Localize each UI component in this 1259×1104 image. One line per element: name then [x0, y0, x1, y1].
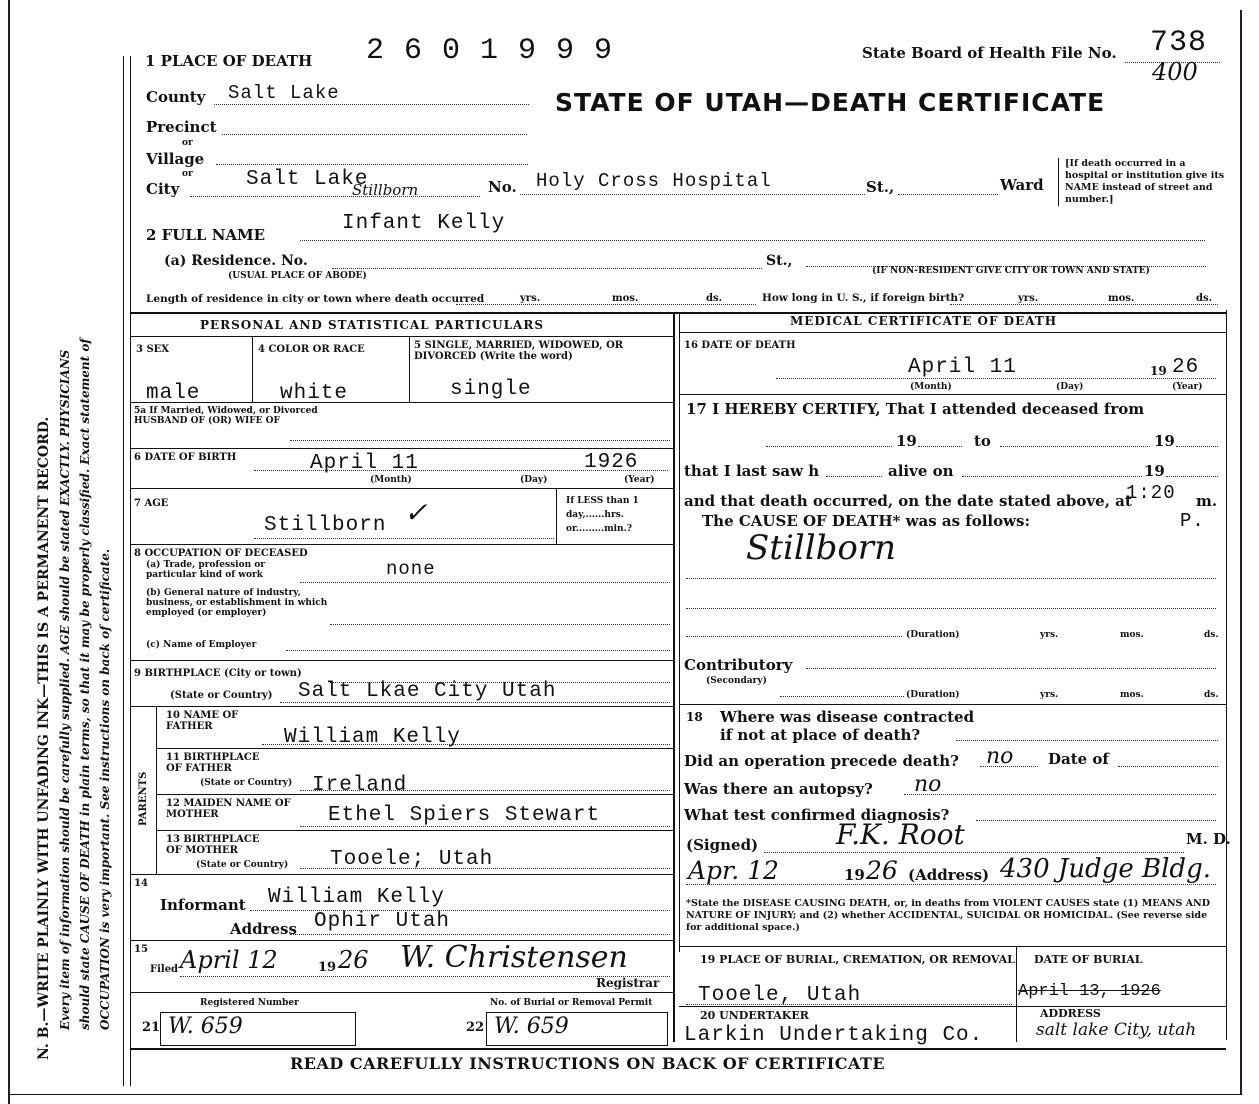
date-of-death-value: April 11	[908, 356, 1017, 379]
side-note-2: Every item of information should be carefully supplied. AGE should be stated EXACTLY. PHYSICIANS	[58, 349, 72, 1030]
spouse-label: 5a If Married, Widowed, or Divorced HUSBAND OF (OR) WIFE OF	[134, 406, 318, 426]
how-long-label: How long in U. S., if foreign birth?	[762, 292, 965, 304]
md-label: M. D.	[1186, 830, 1231, 848]
undertaker-label: 20 UNDERTAKER	[700, 1009, 809, 1022]
duration-1-ds: ds.	[1204, 630, 1219, 640]
county-label: County	[146, 88, 206, 106]
sign-address-label: (Address)	[908, 866, 990, 884]
sex-label: 3 SEX	[136, 344, 170, 355]
birthplace-value: Salt Lkae City Utah	[298, 680, 557, 703]
test-label: What test confirmed diagnosis?	[684, 806, 950, 824]
age-label: 7 AGE	[134, 498, 169, 509]
secondary-caption: (Secondary)	[706, 676, 767, 686]
length-yrs: yrs.	[520, 293, 541, 304]
dob-year: 1926	[584, 451, 639, 474]
county-value: Salt Lake	[228, 82, 340, 104]
burial-date-label: DATE OF BURIAL	[1034, 953, 1143, 966]
autopsy-value: no	[914, 772, 942, 797]
side-note-3: should state CAUSE OF DEATH in plain terms, so that it may be properly classified. Exact statement of	[78, 338, 92, 1030]
informant-label: Informant	[160, 896, 246, 914]
marital-label: 5 SINGLE, MARRIED, WIDOWED, OR DIVORCED (Write the word)	[414, 340, 624, 362]
frame-right	[1226, 310, 1227, 1040]
filed-year: 26	[338, 946, 369, 974]
full-name-label: 2 FULL NAME	[146, 226, 266, 244]
duration-1-yrs: yrs.	[1040, 630, 1059, 640]
duration-2-mos: mos.	[1120, 690, 1144, 700]
registrar-signature: W. Christensen	[400, 940, 628, 975]
duration-1-mos: mos.	[1120, 630, 1144, 640]
dob-label: 6 DATE OF BIRTH	[134, 452, 237, 463]
item-14: 14	[134, 878, 148, 889]
item-15: 15	[134, 944, 148, 955]
mother-birthplace-sub: (State or Country)	[196, 860, 289, 870]
sex-value: male	[146, 382, 201, 405]
no-value: Holy Cross Hospital	[536, 170, 772, 192]
father-value: William Kelly	[284, 726, 461, 749]
village-label: Village	[146, 150, 205, 168]
time-m-label: m.	[1196, 492, 1218, 510]
file-no-handwritten: 400	[1152, 58, 1198, 86]
city-label: City	[146, 180, 180, 198]
dob-month-day: April 11	[310, 452, 419, 475]
nonresident-note: (IF NON-RESIDENT GIVE CITY OR TOWN AND STATE)	[872, 266, 1150, 276]
mother-birthplace-label: 13 BIRTHPLACE OF MOTHER	[166, 834, 260, 856]
ward-label: Ward	[1000, 176, 1044, 194]
occupation-a: (a) Trade, profession or particular kind of work	[146, 560, 265, 580]
sign-address-value: 430 Judge Bldg.	[1000, 854, 1211, 884]
occupation-value: none	[386, 558, 436, 580]
duration-2-yrs: yrs.	[1040, 690, 1059, 700]
personal-heading: PERSONAL AND STATISTICAL PARTICULARS	[200, 318, 545, 332]
date-of-death-label: 16 DATE OF DEATH	[684, 340, 796, 351]
death-time: 1:20	[1126, 482, 1176, 504]
ward-note: [If death occurred in a hospital or institution give its NAME instead of street and number.]	[1058, 158, 1225, 206]
dob-month-caption: (Month)	[370, 475, 412, 485]
frame-left-1	[123, 56, 124, 1086]
occupation-b: (b) General nature of industry, business, or establishment in which employed (or employer)	[146, 588, 328, 618]
cause-label: The CAUSE OF DEATH* was as follows:	[702, 512, 1031, 530]
no-label: No.	[488, 178, 517, 196]
footer-rule	[130, 1048, 1226, 1050]
father-birthplace-sub: (State or Country)	[200, 778, 293, 788]
occurred-label: and that death occurred, on the date stated above, at	[684, 492, 1132, 510]
death-year-caption: (Year)	[1172, 382, 1203, 392]
undertaker-address-value: salt lake City, utah	[1036, 1020, 1197, 1040]
howlong-ds: ds.	[1196, 293, 1213, 304]
place-of-death-label: 1 PLACE OF DEATH	[145, 52, 313, 70]
stillborn-note: Stillborn	[352, 181, 419, 199]
age-value: Stillborn	[264, 514, 387, 537]
burial-permit-label: No. of Burial or Removal Permit	[490, 998, 653, 1008]
burial-place-value: Tooele, Utah	[698, 984, 862, 1007]
filed-value: April 12	[180, 946, 278, 974]
death-year: 26	[1172, 356, 1200, 379]
from-year-prefix: 19	[896, 432, 917, 450]
sign-year-prefix: 19	[844, 866, 865, 884]
signed-label: (Signed)	[686, 836, 759, 854]
left-edge	[8, 0, 10, 1104]
st-label: St.,	[866, 178, 895, 196]
footer-instructions: READ CAREFULLY INSTRUCTIONS ON BACK OF CERTIFICATE	[290, 1054, 886, 1073]
burial-place-label: 19 PLACE OF BURIAL, CREMATION, OR REMOVAL	[700, 953, 1015, 966]
check-mark: ✓	[404, 496, 428, 529]
residence-st-label: St.,	[766, 253, 793, 269]
undertaker-value: Larkin Undertaking Co.	[684, 1024, 984, 1047]
length-residence-label: Length of residence in city or town where death occurred	[146, 293, 485, 305]
last-saw-label: that I last saw h	[684, 462, 820, 480]
registered-number-label: Registered Number	[200, 998, 299, 1008]
mother-label: 12 MAIDEN NAME OF MOTHER	[166, 798, 291, 820]
side-note-1: N. B.—WRITE PLAINLY WITH UNFADING INK—THIS IS A PERMANENT RECORD.	[36, 416, 52, 1060]
frame-left-2	[130, 56, 131, 1086]
contracted-label: Where was disease contracted	[720, 708, 975, 726]
length-ds: ds.	[706, 293, 723, 304]
to-label: to	[974, 432, 991, 450]
father-birthplace-label: 11 BIRTHPLACE OF FATHER	[166, 752, 260, 774]
color-value: white	[280, 382, 349, 405]
dob-day-caption: (Day)	[520, 475, 548, 485]
autopsy-label: Was there an autopsy?	[684, 780, 873, 798]
usual-place-caption: (USUAL PLACE OF ABODE)	[228, 271, 367, 281]
death-month-caption: (Month)	[910, 382, 952, 392]
dob-year-caption: (Year)	[624, 475, 655, 485]
contributory-label: Contributory	[684, 656, 793, 674]
registered-number-value: W. 659	[168, 1014, 243, 1039]
informant-value: William Kelly	[268, 886, 445, 909]
death-year-prefix: 19	[1150, 364, 1167, 378]
length-mos: mos.	[612, 293, 639, 304]
alive-year-prefix: 19	[1144, 462, 1165, 480]
signed-value: F.K. Root	[836, 818, 965, 851]
filed-year-prefix: 19	[318, 960, 337, 975]
father-birthplace-value: Ireland	[312, 774, 408, 797]
reg-number-item: 21	[142, 1020, 161, 1035]
if-less-note: If LESS than 1 day,......hrs. or.........min.?	[566, 496, 639, 534]
full-name-value: Infant Kelly	[342, 212, 506, 235]
duration-2-ds: ds.	[1204, 690, 1219, 700]
certify-label: 17 I HEREBY CERTIFY, That I attended deceased from	[686, 400, 1145, 418]
cause-footnote: *State the DISEASE CAUSING DEATH, or, in deaths from VIOLENT CAUSES state (1) MEANS AND NATURE OF INJURY; and (2) whether ACCIDENTAL, SUICIDAL OR HOMICIDAL. (See reverse side for additional space.)	[686, 898, 1210, 933]
burial-permit-item: 22	[466, 1020, 485, 1035]
sign-date: Apr. 12	[688, 856, 779, 885]
cause-value: Stillborn	[746, 528, 896, 568]
parents-label: PARENTS	[138, 771, 149, 826]
howlong-mos: mos.	[1108, 293, 1135, 304]
marital-value: single	[450, 378, 532, 401]
operation-label: Did an operation precede death?	[684, 752, 959, 770]
birthplace-sub: (State or Country)	[170, 690, 273, 701]
duration-2: (Duration)	[906, 690, 960, 700]
color-label: 4 COLOR OR RACE	[258, 344, 365, 355]
medical-heading: MEDICAL CERTIFICATE OF DEATH	[790, 314, 1058, 328]
occupation-c: (c) Name of Employer	[146, 640, 257, 650]
undertaker-address-label: ADDRESS	[1040, 1007, 1101, 1020]
time-pm: P.	[1180, 510, 1205, 532]
file-no-label: State Board of Health File No.	[862, 44, 1117, 62]
right-edge	[1240, 10, 1242, 1095]
filed-label: Filed	[150, 964, 179, 975]
file-no-value: 738	[1150, 26, 1208, 60]
section-top-rule	[130, 312, 1226, 314]
column-divider	[673, 312, 675, 1042]
bottom-edge	[8, 1094, 1242, 1095]
burial-permit-value: W. 659	[494, 1014, 569, 1039]
to-year-prefix: 19	[1154, 432, 1175, 450]
sign-year: 26	[866, 856, 898, 885]
residence-label: (a) Residence. No.	[164, 253, 308, 269]
date-of-label: Date of	[1048, 750, 1109, 768]
operation-value: no	[986, 744, 1014, 769]
birthplace-label: 9 BIRTHPLACE (City or town)	[134, 668, 302, 679]
page-title: STATE OF UTAH—DEATH CERTIFICATE	[555, 88, 1106, 117]
precinct-label: Precinct	[146, 118, 217, 136]
side-note-4: OCCUPATION is very important. See instructions on back of certificate.	[98, 548, 112, 1030]
occupation-label: 8 OCCUPATION OF DECEASED	[134, 548, 308, 559]
item-18: 18	[686, 710, 703, 724]
contracted-sub: if not at place of death?	[720, 726, 921, 744]
city-value: Salt Lake	[246, 168, 369, 191]
father-label: 10 NAME OF FATHER	[166, 710, 239, 732]
informant-address-value: Ophir Utah	[314, 910, 451, 933]
burial-date-value: April 13, 1926	[1018, 982, 1161, 1001]
death-day-caption: (Day)	[1056, 382, 1084, 392]
column-divider-2	[679, 312, 680, 952]
howlong-yrs: yrs.	[1018, 293, 1039, 304]
mother-birthplace-value: Tooele; Utah	[330, 848, 494, 871]
mother-value: Ethel Spiers Stewart	[328, 804, 601, 827]
duration-1: (Duration)	[906, 630, 960, 640]
registrar-label: Registrar	[596, 976, 660, 990]
or-1: or	[182, 138, 193, 148]
informant-address-label: Address	[230, 920, 297, 938]
or-2: or	[182, 169, 193, 179]
certificate-number: 2 6 0 1 9 9 9	[366, 34, 614, 68]
alive-on-label: alive on	[888, 462, 954, 480]
